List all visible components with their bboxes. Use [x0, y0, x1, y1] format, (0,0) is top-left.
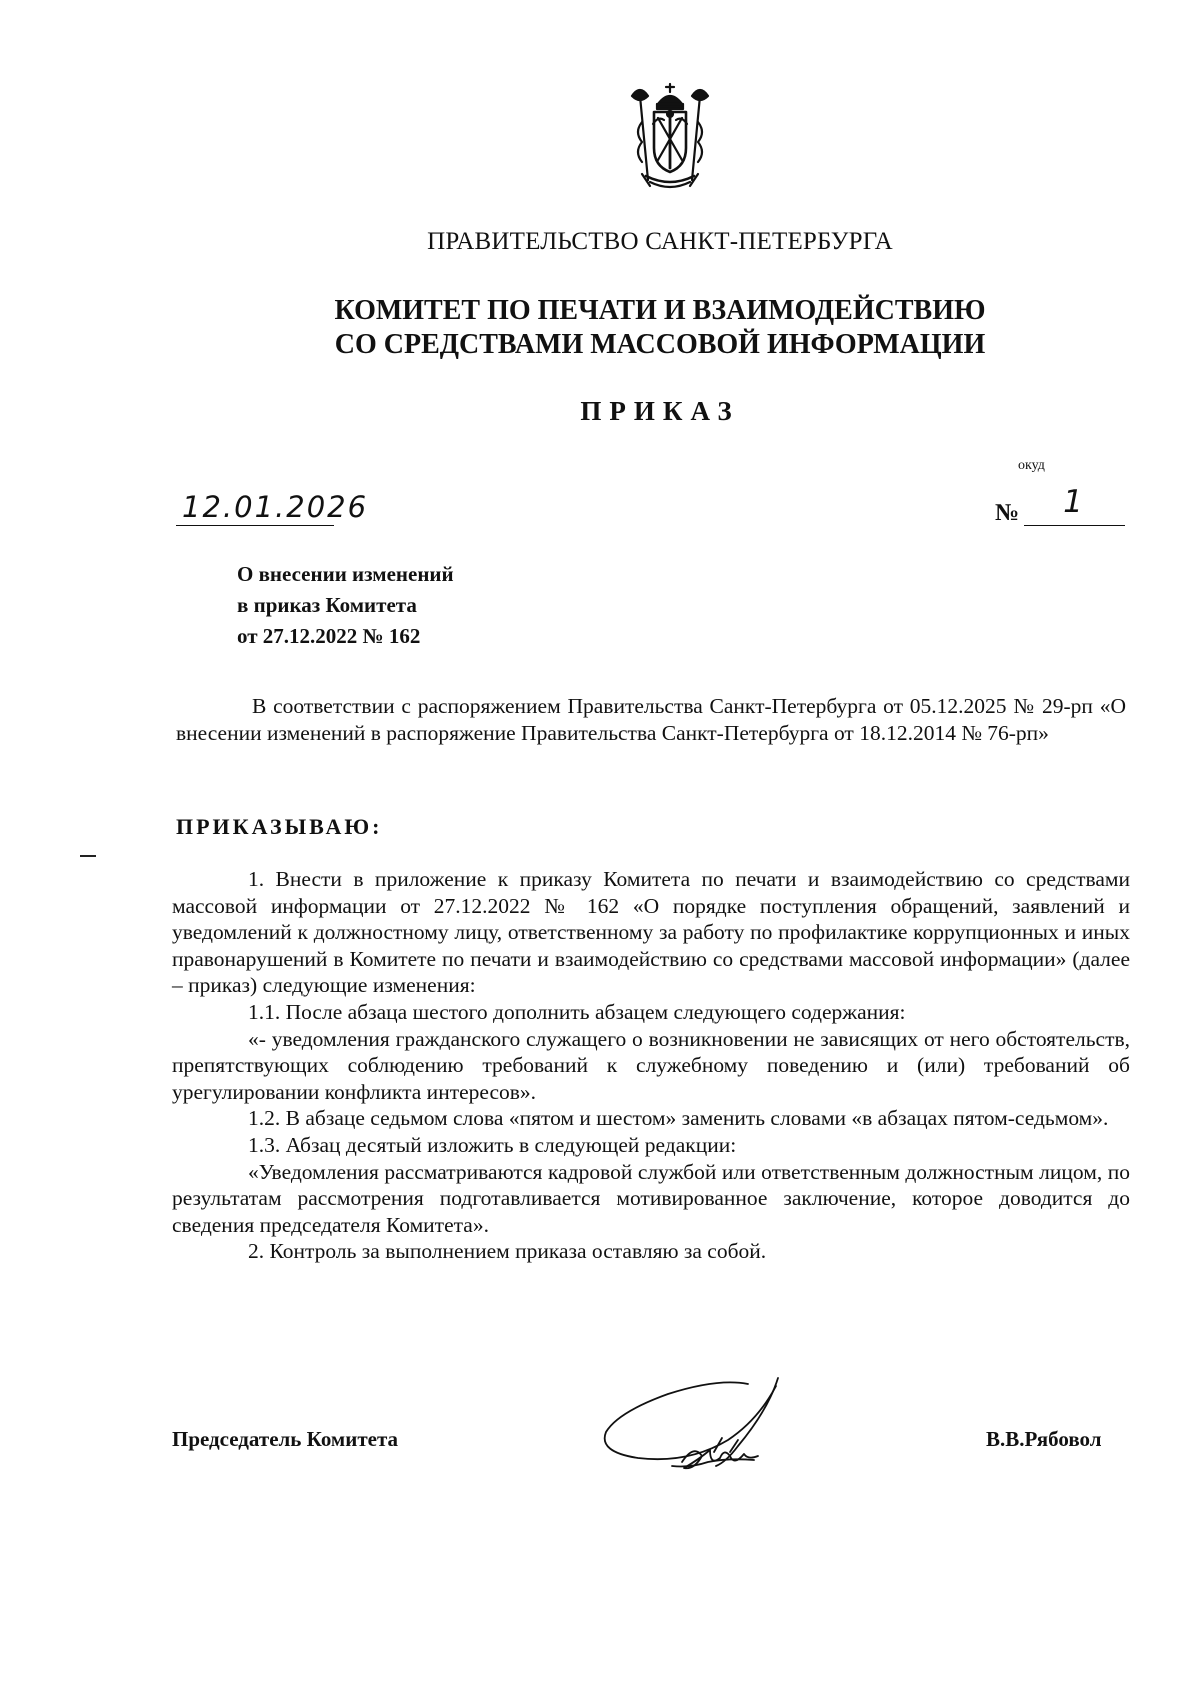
- order-keyword: ПРИКАЗЫВАЮ:: [176, 814, 383, 839]
- document-type: ПРИКАЗ: [580, 396, 740, 426]
- government-title: ПРАВИТЕЛЬСТВО САНКТ-ПЕТЕРБУРГА: [427, 228, 893, 255]
- preamble-paragraph: В соответствии с распоряжением Правительства Санкт-Петербурга от 05.12.2025 № 29-рп «О внесении изменений в распоряжение Правительства Санкт-Петербурга от 18.12.2014 № 76-рп»: [176, 694, 1126, 745]
- committee-title: [0, 294, 1200, 362]
- order-number: 1: [1063, 484, 1083, 520]
- body-paragraph: 1.3. Абзац десятый изложить в следующей редакции:: [248, 1132, 737, 1157]
- body-paragraph: 1.2. В абзаце седьмом слова «пятом и шестом» заменить словами «в абзацах пятом-седьмом».: [248, 1106, 1109, 1131]
- handwritten-signature-icon: [598, 1370, 818, 1490]
- okud-label: окуд: [1018, 458, 1045, 473]
- order-body: [172, 866, 1130, 1265]
- body-paragraph: «Уведомления рассматриваются кадровой службой или ответственным должностным лицом, по результатам рассмотрения подготавливается мотивированное заключение, которое доводится до сведения председателя Комитета».: [172, 1159, 1130, 1237]
- date-underline: [176, 525, 334, 526]
- committee-title-line1: КОМИТЕТ ПО ПЕЧАТИ И ВЗАИМОДЕЙСТВИЮ: [334, 295, 986, 326]
- signatory-name: В.В.Рябовол: [986, 1427, 1102, 1451]
- subject-line1: О внесении изменений: [237, 562, 454, 586]
- subject-line2: в приказ Комитета: [237, 593, 417, 617]
- number-label: №: [995, 500, 1020, 526]
- signatory-title: Председатель Комитета: [172, 1427, 399, 1451]
- subject-line3: от 27.12.2022 № 162: [237, 624, 421, 648]
- committee-title-line2: СО СРЕДСТВАМИ МАССОВОЙ ИНФОРМАЦИИ: [334, 329, 986, 360]
- order-subject: [237, 559, 454, 652]
- body-paragraph: 1.1. После абзаца шестого дополнить абзацем следующего содержания:: [248, 999, 906, 1024]
- number-underline: [1024, 525, 1125, 526]
- margin-mark: [80, 855, 96, 857]
- order-date: 12.01.2026: [182, 490, 369, 524]
- body-paragraph: «- уведомления гражданского служащего о возникновении не зависящих от него обстоятельств, препятствующих соблюдению требований к служебному поведению и (или) требований об урегулировании конфликта интересов».: [172, 1026, 1130, 1104]
- body-paragraph: 2. Контроль за выполнением приказа оставляю за собой.: [248, 1239, 767, 1264]
- body-paragraph: 1. Внести в приложение к приказу Комитета по печати и взаимодействию со средствами массовой информации от 27.12.2022 № 162 «О порядке поступления обращений, заявлений и уведомлений к должностному лицу, ответственному за работу по профилактике коррупционных и иных правонарушений в Комитете по печати и взаимодействию со средствами массовой информации» (далее – приказ) следующие изменения:: [172, 867, 1130, 998]
- coat-of-arms-icon: [620, 82, 720, 194]
